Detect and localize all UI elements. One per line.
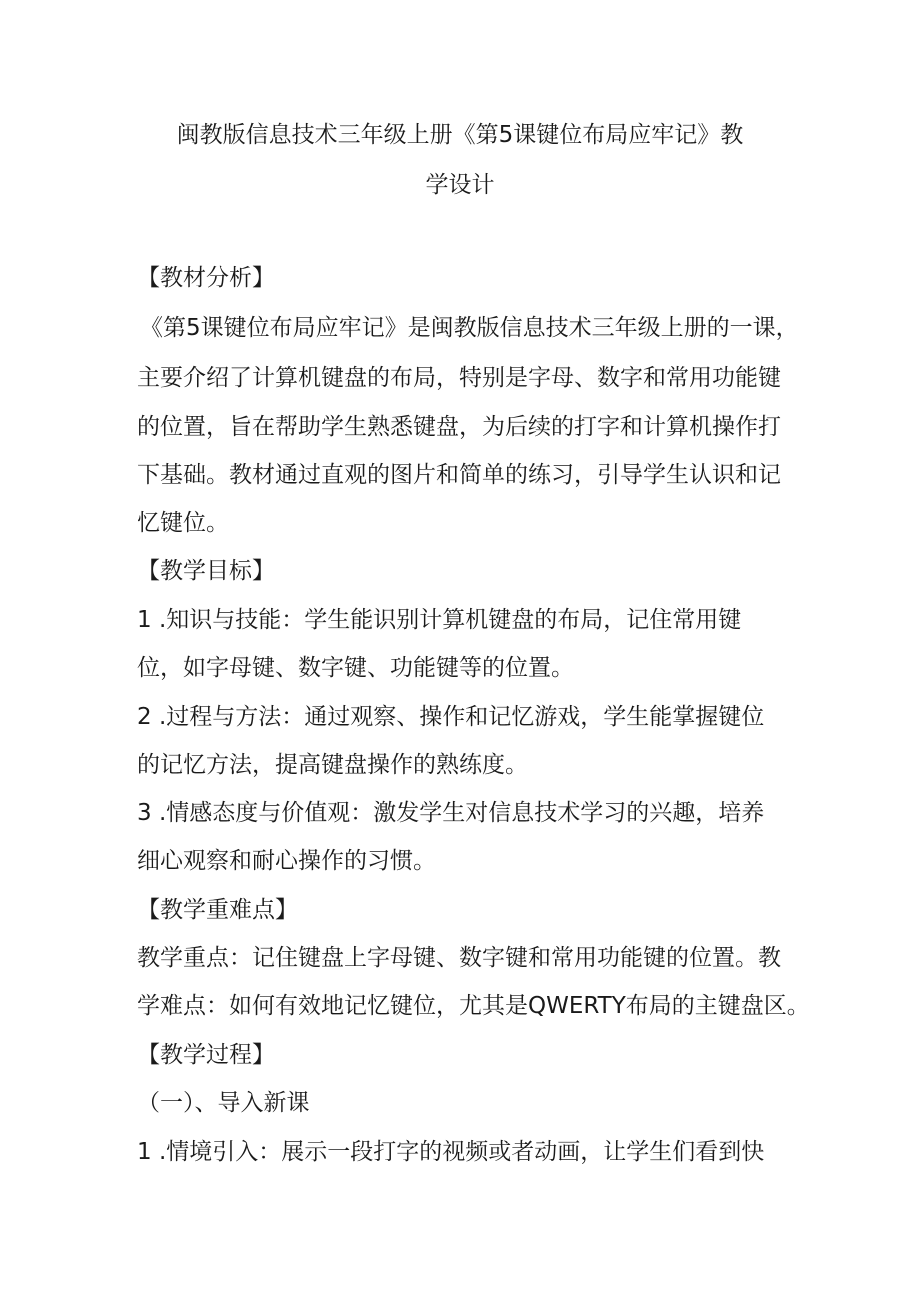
paragraph-line: 的位置，旨在帮助学生熟悉键盘，为后续的打字和计算机操作打 <box>137 414 781 440</box>
document-title-line-2: 学设计 <box>425 172 495 198</box>
paragraph-line: 教学重点：记住键盘上字母键、数字键和常用功能键的位置。教 <box>137 945 781 971</box>
section-heading-material-analysis: 【教材分析】 <box>137 265 275 291</box>
section-heading-teaching-goals: 【教学目标】 <box>137 558 275 584</box>
paragraph-line: 《第5课键位布局应牢记》是闽教版信息技术三年级上册的一课， <box>140 315 799 341</box>
list-item-line: 的记忆方法，提高键盘操作的熟练度。 <box>137 752 528 778</box>
paragraph-line: 学难点：如何有效地记忆键位，尤其是QWERTY布局的主键盘区。 <box>137 993 810 1019</box>
paragraph-line: 忆键位。 <box>137 510 229 536</box>
list-item-line: 位，如字母键、数字键、功能键等的位置。 <box>137 655 574 681</box>
list-item-line: 3 .情感态度与价值观：激发学生对信息技术学习的兴趣，培养 <box>137 800 765 826</box>
paragraph-line: 主要介绍了计算机键盘的布局，特别是字母、数字和常用功能键 <box>137 365 781 391</box>
list-item-line: 2 .过程与方法：通过观察、操作和记忆游戏，学生能掌握键位 <box>137 704 765 730</box>
section-heading-key-difficult-points: 【教学重难点】 <box>137 897 298 923</box>
list-item-line: 1 .情境引入：展示一段打字的视频或者动画，让学生们看到快 <box>137 1139 765 1165</box>
list-item-line: 1 .知识与技能：学生能识别计算机键盘的布局，记住常用键 <box>137 607 742 633</box>
section-heading-teaching-process: 【教学过程】 <box>137 1042 275 1068</box>
list-item-line: 细心观察和耐心操作的习惯。 <box>137 848 436 874</box>
document-title-line-1: 闽教版信息技术三年级上册《第5课键位布局应牢记》教 <box>176 122 744 148</box>
subsection-heading-intro: （一）、导入新课 <box>137 1090 310 1116</box>
paragraph-line: 下基础。教材通过直观的图片和简单的练习，引导学生认识和记 <box>137 462 781 488</box>
